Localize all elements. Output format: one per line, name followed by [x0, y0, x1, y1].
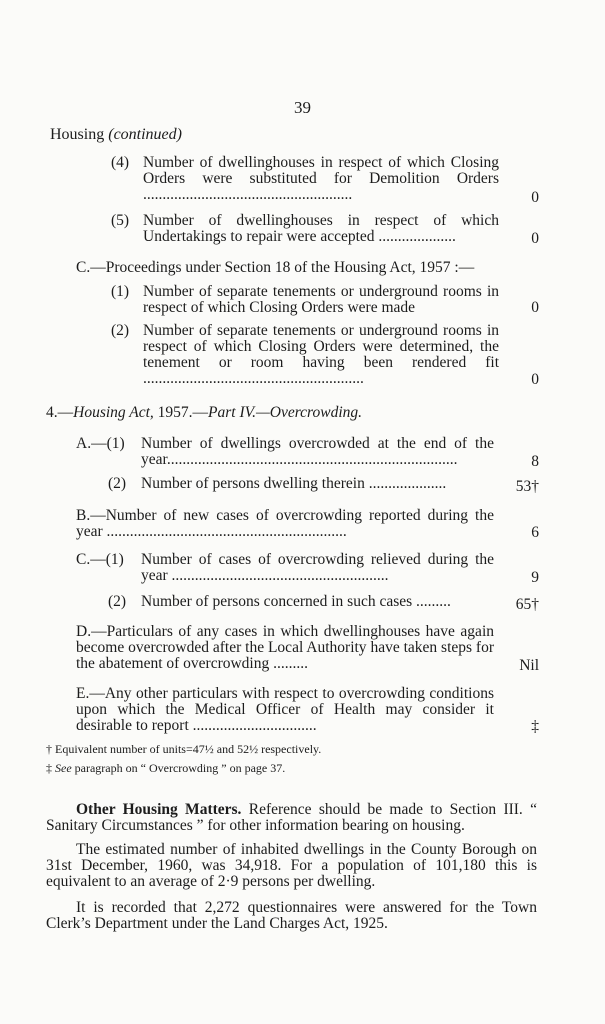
item-value: 0	[531, 299, 539, 316]
paragraph-other-housing	[46, 802, 537, 834]
footnote-mark: ‡	[46, 761, 55, 775]
housing-item-5	[111, 213, 511, 247]
paragraph-recorded: It is recorded that 2,272 questionnaires were answered for the Town Clerk’s Department under the Land Charges Act, 1925.	[46, 899, 537, 932]
item-text: Number of dwellinghouses in respect of which Closing Orders were substituted for Demolition Orders ......................................................	[143, 154, 499, 203]
section-4-year: 1957.—	[153, 404, 209, 421]
heading-main: Housing	[50, 126, 105, 143]
overcrowding-b-value: 6	[531, 524, 539, 541]
housing-item-4	[111, 155, 511, 205]
item-text: Number of dwellinghouses in respect of which Undertakings to repair were accepted ....................	[143, 212, 499, 245]
section-c-item-2	[111, 323, 511, 389]
overcrowding-d-value: Nil	[519, 657, 539, 674]
item-number: (5)	[111, 212, 130, 229]
overcrowding-a1-label: A.—(1)	[76, 435, 125, 452]
item-text: Number of separate tenements or underground rooms in respect of which Closing Orders were determined, the tenement or room having been rendered fit .........................................................	[143, 322, 499, 387]
footnote-double-dagger	[46, 761, 285, 776]
paragraph-lead: Other Housing Matters.	[76, 801, 242, 818]
overcrowding-c1-label: C.—(1)	[76, 551, 124, 568]
section-4-act: Housing Act,	[73, 404, 154, 421]
footnote-rest: paragraph on “ Overcrowding ” on page 37.	[71, 761, 286, 775]
paragraph-body: Reference should be made to Section III. “ Sanitary Circumstances ” for other information bearing on housing.	[46, 801, 537, 834]
section-c-item-1	[111, 284, 511, 318]
section-4-title	[46, 405, 362, 421]
overcrowding-a1-text: Number of dwellings overcrowded at the end of the year...........................................................................	[141, 435, 494, 468]
item-number: (2)	[111, 322, 130, 339]
item-value: 0	[531, 371, 539, 388]
section-4-part: Part IV.—Overcrowding.	[208, 404, 363, 421]
overcrowding-b-text: B.—Number of new cases of overcrowding reported during the year ..............................................................	[76, 507, 494, 540]
overcrowding-e-value: ‡	[531, 718, 539, 735]
footnote-dagger: † Equivalent number of units=47½ and 52½ respectively.	[46, 742, 322, 756]
overcrowding-a2-label: (2)	[108, 475, 127, 492]
item-number: (1)	[111, 283, 130, 300]
item-text: Number of separate tenements or underground rooms in respect of which Closing Orders were made	[143, 283, 499, 316]
heading-sub: (continued)	[108, 126, 182, 143]
overcrowding-c1-text: Number of cases of overcrowding relieved during the year ........................................................	[141, 551, 494, 584]
section-heading	[50, 126, 605, 144]
section-c-title: C.—Proceedings under Section 18 of the Housing Act, 1957 :—	[76, 259, 475, 276]
item-value: 0	[531, 230, 539, 247]
overcrowding-c1-value: 9	[531, 569, 539, 586]
overcrowding-a2-value: 53†	[515, 478, 539, 495]
overcrowding-d-text: D.—Particulars of any cases in which dwellinghouses have again become overcrowded after the Local Authority have taken steps for the abatement of overcrowding .........	[76, 623, 494, 672]
overcrowding-a2-text: Number of persons dwelling therein ....................	[141, 475, 447, 492]
footnote-see: See	[55, 761, 72, 775]
page-number: 39	[294, 98, 311, 117]
overcrowding-c2-value: 65†	[515, 596, 539, 613]
paragraph-estimated: The estimated number of inhabited dwellings in the County Borough on 31st December, 1960, was 34,918. For a population of 101,180 this is equivalent to an average of 2·9 persons per dwelling.	[46, 841, 537, 890]
overcrowding-c2-label: (2)	[108, 593, 127, 610]
overcrowding-a1-value: 8	[531, 453, 539, 470]
overcrowding-e-text: E.—Any other particulars with respect to overcrowding conditions upon which the Medical Officer of Health may consider it desirable to report ................................	[76, 685, 494, 734]
overcrowding-c2-text: Number of persons concerned in such cases .........	[141, 593, 451, 610]
section-4-prefix: 4.—	[46, 404, 74, 421]
item-value: 0	[531, 189, 539, 206]
item-number: (4)	[111, 154, 130, 171]
